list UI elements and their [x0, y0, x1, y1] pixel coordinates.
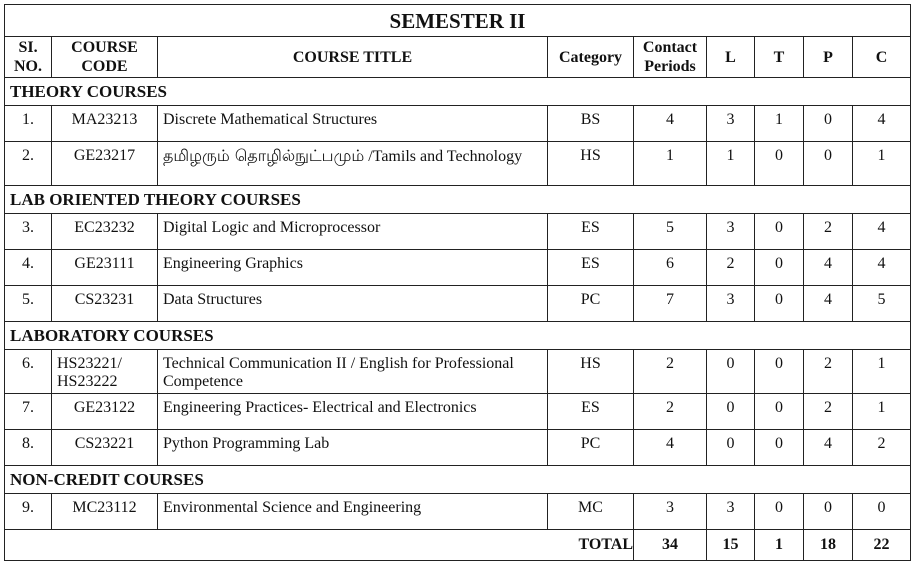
row-l: 2	[707, 250, 755, 286]
row-title: Environmental Science and Engineering	[158, 494, 548, 530]
header-t: T	[755, 37, 804, 78]
row-title: Python Programming Lab	[158, 430, 548, 466]
table-row	[5, 106, 911, 142]
header-course-title: COURSE TITLE	[158, 37, 548, 78]
row-sl: 7.	[5, 394, 52, 430]
row-t: 0	[755, 394, 804, 430]
table-row	[5, 350, 911, 394]
header-category: Category	[548, 37, 634, 78]
row-sl: 6.	[5, 350, 52, 394]
row-t: 0	[755, 142, 804, 186]
row-sl: 1.	[5, 106, 52, 142]
row-p: 0	[804, 106, 853, 142]
row-c: 2	[853, 430, 911, 466]
row-l: 3	[707, 106, 755, 142]
row-c: 5	[853, 286, 911, 322]
header-course-code: COURSE CODE	[52, 37, 158, 78]
row-code: MC23112	[52, 494, 158, 530]
row-l: 1	[707, 142, 755, 186]
header-contact-periods: Contact Periods	[634, 37, 707, 78]
row-code: CS23221	[52, 430, 158, 466]
row-title: Engineering Practices- Electrical and Electronics	[158, 394, 548, 430]
row-c: 0	[853, 494, 911, 530]
row-sl: 8.	[5, 430, 52, 466]
row-title: Discrete Mathematical Structures	[158, 106, 548, 142]
row-p: 4	[804, 430, 853, 466]
row-title: Technical Communication II / English for Professional Competence	[158, 350, 548, 394]
row-l: 0	[707, 430, 755, 466]
title-row	[5, 5, 911, 37]
table-row	[5, 250, 911, 286]
row-category: PC	[548, 286, 634, 322]
row-periods: 7	[634, 286, 707, 322]
row-p: 0	[804, 494, 853, 530]
row-periods: 4	[634, 106, 707, 142]
row-category: MC	[548, 494, 634, 530]
total-t: 1	[755, 530, 804, 561]
row-periods: 3	[634, 494, 707, 530]
row-code: EC23232	[52, 214, 158, 250]
total-label: TOTAL	[5, 530, 634, 561]
row-l: 0	[707, 350, 755, 394]
row-code: MA23213	[52, 106, 158, 142]
row-periods: 5	[634, 214, 707, 250]
row-periods: 6	[634, 250, 707, 286]
row-code: GE23111	[52, 250, 158, 286]
row-code: CS23231	[52, 286, 158, 322]
row-t: 1	[755, 106, 804, 142]
row-category: HS	[548, 142, 634, 186]
table-row	[5, 214, 911, 250]
row-l: 3	[707, 494, 755, 530]
row-t: 0	[755, 214, 804, 250]
row-c: 1	[853, 394, 911, 430]
total-periods: 34	[634, 530, 707, 561]
row-p: 4	[804, 250, 853, 286]
row-periods: 2	[634, 394, 707, 430]
row-periods: 1	[634, 142, 707, 186]
row-title: Data Structures	[158, 286, 548, 322]
table-row	[5, 286, 911, 322]
row-code: GE23122	[52, 394, 158, 430]
table-row	[5, 430, 911, 466]
row-sl: 4.	[5, 250, 52, 286]
row-category: PC	[548, 430, 634, 466]
row-periods: 2	[634, 350, 707, 394]
row-c: 4	[853, 214, 911, 250]
header-sl-no: SI. NO.	[5, 37, 52, 78]
row-p: 0	[804, 142, 853, 186]
header-p: P	[804, 37, 853, 78]
row-t: 0	[755, 350, 804, 394]
semester-title: SEMESTER II	[5, 5, 911, 37]
semester-table	[4, 4, 911, 561]
total-l: 15	[707, 530, 755, 561]
section-theory: THEORY COURSES	[5, 78, 911, 106]
row-l: 3	[707, 286, 755, 322]
row-p: 2	[804, 394, 853, 430]
row-c: 1	[853, 350, 911, 394]
table-row	[5, 142, 911, 186]
row-p: 2	[804, 214, 853, 250]
total-c: 22	[853, 530, 911, 561]
row-t: 0	[755, 250, 804, 286]
row-code: HS23221/ HS23222	[52, 350, 158, 394]
row-code: GE23217	[52, 142, 158, 186]
header-c: C	[853, 37, 911, 78]
row-title	[158, 142, 548, 186]
row-l: 3	[707, 214, 755, 250]
table-row	[5, 394, 911, 430]
row-sl: 5.	[5, 286, 52, 322]
row-title: Digital Logic and Microprocessor	[158, 214, 548, 250]
row-l: 0	[707, 394, 755, 430]
header-l: L	[707, 37, 755, 78]
section-non-credit: NON-CREDIT COURSES	[5, 466, 911, 494]
row-p: 2	[804, 350, 853, 394]
row-sl: 2.	[5, 142, 52, 186]
row-category: ES	[548, 214, 634, 250]
curriculum-sheet	[4, 4, 910, 561]
row-t: 0	[755, 430, 804, 466]
total-row	[5, 530, 911, 561]
table-row	[5, 494, 911, 530]
section-lab-theory: LAB ORIENTED THEORY COURSES	[5, 186, 911, 214]
row-periods: 4	[634, 430, 707, 466]
row-sl: 9.	[5, 494, 52, 530]
row-p: 4	[804, 286, 853, 322]
row-sl: 3.	[5, 214, 52, 250]
row-category: ES	[548, 394, 634, 430]
row-title-english: /Tamils and Technology	[364, 148, 523, 165]
row-c: 1	[853, 142, 911, 186]
row-title-tamil: தமிழரும் தொழில்நுட்பமும்	[163, 146, 365, 165]
total-p: 18	[804, 530, 853, 561]
row-t: 0	[755, 494, 804, 530]
row-category: HS	[548, 350, 634, 394]
row-c: 4	[853, 106, 911, 142]
row-t: 0	[755, 286, 804, 322]
row-category: BS	[548, 106, 634, 142]
row-c: 4	[853, 250, 911, 286]
row-category: ES	[548, 250, 634, 286]
section-laboratory: LABORATORY COURSES	[5, 322, 911, 350]
row-title: Engineering Graphics	[158, 250, 548, 286]
header-row	[5, 37, 911, 78]
